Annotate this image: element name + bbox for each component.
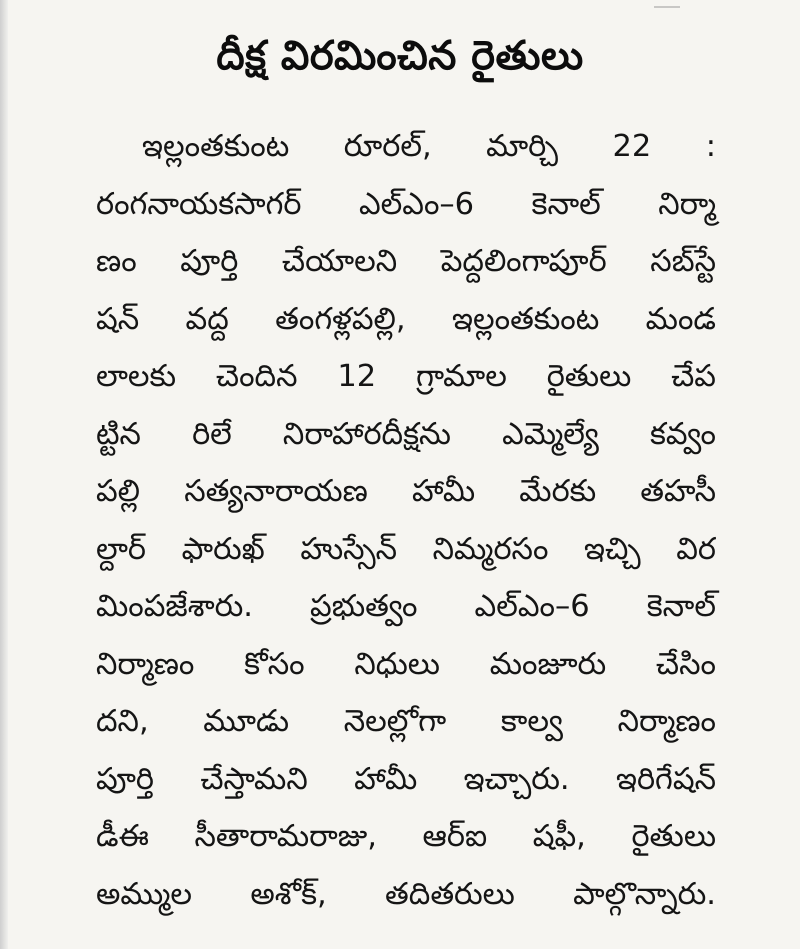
article-line-4: షన్‌ వద్ద తంగళ్లపల్లి, ఇల్లంతకుంట మండ <box>96 301 716 337</box>
article-line-13: డీఈ సీతారామరాజు, ఆర్‌ఐ షఫీ, రైతులు <box>96 819 716 854</box>
article-line-14: అమ్ముల అశోక్‌, తదితరులు పాల్గొన్నారు. <box>96 876 716 912</box>
article-body <box>96 118 716 923</box>
article-line-1: ఇల్లంతకుంట రూరల్‌, మార్చి 22 : <box>142 129 716 164</box>
article-line-12: పూర్తి చేస్తామని హామీ ఇచ్చారు. ఇరిగేషన్‌ <box>96 761 716 797</box>
article-line-9: మింపజేశారు. ప్రభుత్వం ఎల్‌ఎం–6 కెనాల్‌ <box>96 589 716 624</box>
article-line-10: నిర్మాణం కోసం నిధులు మంజూరు చేసిం <box>96 646 716 682</box>
article-line-2: రంగనాయకసాగర్‌ ఎల్‌ఎం–6 కెనాల్‌ నిర్మా <box>96 186 716 222</box>
print-mark <box>654 0 680 8</box>
article-line-7: పల్లి సత్యనారాయణ హామీ మేరకు తహసీ <box>96 474 716 509</box>
article-line-6: ట్టిన రిలే నిరాహారదీక్షను ఎమ్మెల్యే కవ్వం <box>96 416 716 452</box>
article-headline: దీక్ష విరమించిన రైతులు <box>216 33 584 79</box>
page-edge-shadow <box>0 0 8 949</box>
article-line-8: ల్దార్‌ ఫారుఖ్‌ హుస్సేన్‌ నిమ్మరసం ఇచ్చి విర <box>96 531 716 567</box>
article-line-5: లాలకు చెందిన 12 గ్రామాల రైతులు చేప <box>96 359 716 394</box>
article-line-11: దని, మూడు నెలల్లోగా కాల్వ నిర్మాణం <box>96 704 716 739</box>
article-line-3: ణం పూర్తి చేయాలని పెద్దలింగాపూర్‌ సబ్‌స్టే <box>96 244 716 279</box>
